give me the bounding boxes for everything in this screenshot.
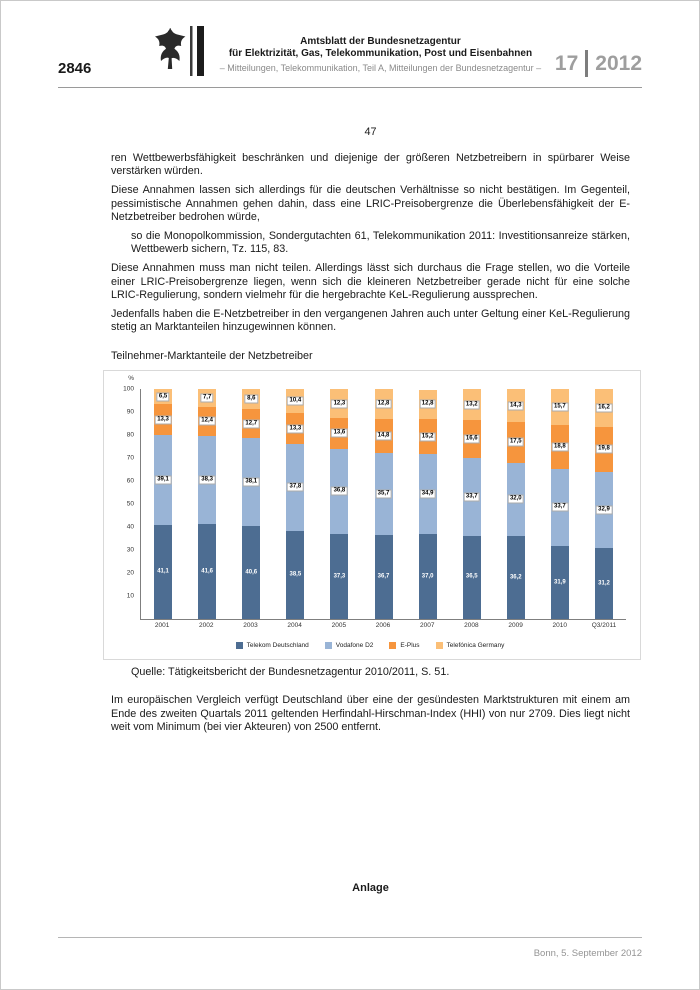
- legend-label: Vodafone D2: [335, 642, 374, 650]
- legend-item: [436, 642, 505, 649]
- category-label: Q3/2011: [591, 622, 617, 630]
- bar-segment: [330, 449, 348, 534]
- bar-segment: [286, 444, 304, 531]
- y-tick-label: 30: [126, 546, 134, 554]
- data-label: 15,7: [552, 403, 569, 412]
- data-label: 37,0: [421, 573, 434, 580]
- bar-segment: [154, 435, 172, 525]
- legend-swatch-icon: [389, 642, 396, 649]
- bar-segment: [286, 531, 304, 620]
- stacked-bar: [551, 389, 569, 619]
- stacked-bar: [286, 389, 304, 619]
- category-label: 2007: [419, 622, 435, 630]
- footer-dateline: Bonn, 5. September 2012: [533, 948, 642, 959]
- data-label: 31,2: [598, 580, 610, 587]
- bar-column: [361, 389, 405, 619]
- y-tick-label: 70: [126, 454, 134, 462]
- issue-divider: [585, 50, 588, 77]
- stacked-bar: [375, 389, 393, 619]
- chart-source: Quelle: Tätigkeitsbericht der Bundesnetzagentur 2010/2011, S. 51.: [131, 666, 450, 679]
- category-label: 2009: [508, 622, 523, 630]
- data-label: 13,2: [463, 400, 480, 409]
- bar-column: [185, 389, 229, 619]
- data-label: 13,3: [155, 415, 172, 424]
- data-label: 6,5: [156, 392, 169, 401]
- data-label: 8,6: [245, 395, 258, 404]
- chart-plot-column: [140, 389, 626, 629]
- data-label: 31,9: [554, 579, 566, 586]
- bar-segment: [286, 413, 304, 444]
- data-label: 32,0: [507, 495, 524, 504]
- bar-segment: [419, 534, 437, 619]
- gazette-page-number: 2846: [58, 60, 92, 77]
- y-tick-label: 100: [123, 385, 134, 393]
- category-label: 2006: [375, 622, 391, 630]
- category-label: 2004: [287, 622, 302, 630]
- bar-segment: [595, 548, 613, 620]
- header-rule: [58, 87, 642, 88]
- page-footer: [58, 937, 642, 961]
- y-tick-label: 90: [126, 408, 134, 416]
- issue-number: 17: [554, 51, 579, 75]
- issue-label: [555, 50, 642, 77]
- bar-segment: [419, 390, 437, 419]
- data-label: 14,3: [507, 401, 524, 410]
- data-label: 34,9: [419, 490, 436, 499]
- bar-segment: [330, 389, 348, 417]
- bar-segment: [198, 436, 216, 524]
- bar-column: [538, 389, 582, 619]
- data-label: 7,7: [200, 394, 213, 403]
- bar-segment: [551, 469, 569, 547]
- data-label: 41,1: [157, 568, 169, 575]
- bar-segment: [551, 546, 569, 619]
- data-label: 12,3: [331, 399, 348, 408]
- header-center: [138, 25, 555, 77]
- y-tick-label: 60: [126, 477, 134, 485]
- bar-segment: [286, 389, 304, 413]
- bar-segment: [507, 422, 525, 462]
- y-tick-label: 50: [126, 500, 134, 508]
- bar-segment: [595, 389, 613, 426]
- bar-segment: [375, 389, 393, 418]
- y-tick-label: 10: [126, 592, 134, 600]
- y-tick-label: 80: [126, 431, 134, 439]
- bar-segment: [154, 525, 172, 620]
- data-label: 36,5: [465, 573, 478, 580]
- bar-column: [582, 389, 626, 619]
- citation-paragraph: so die Monopolkommission, Sondergutachten 61, Telekommunikation 2011: Investitionsanreize stärken, Wettbewerb sichern, Tz. 115, 83.: [131, 230, 630, 256]
- data-label: 41,6: [201, 568, 213, 575]
- bar-segment: [507, 389, 525, 422]
- data-label: 37,8: [287, 483, 304, 492]
- stacked-bar: [330, 389, 348, 619]
- bar-segment: [551, 389, 569, 425]
- bar-column: [141, 389, 185, 619]
- paragraph-5: Im europäischen Vergleich verfügt Deutschland über eine der gesündesten Marktstrukturen mit einem am Ende des zweiten Quartals 2011 geltenden Herfindahl-Hirschman-Index (HHI) von nur 2709. Dies liegt nicht weit vom Minimum (bei vier Akteuren) von 2500 entfernt.: [111, 694, 630, 733]
- bar-segment: [463, 536, 481, 620]
- data-label: 12,7: [243, 419, 260, 428]
- data-label: 39,1: [155, 475, 172, 484]
- data-label: 33,7: [463, 492, 480, 501]
- stacked-bar: [463, 389, 481, 619]
- legend-swatch-icon: [236, 642, 243, 649]
- paragraph-2: Diese Annahmen lassen sich allerdings für die deutschen Verhältnisse so nicht bestätigen. Im Gegenteil, pessimistische Annahmen gehen dahin, dass eine LRIC-Preisobergrenze die Überlebensfähigkeit der E-Netzbetreiber bedrohen würde,: [111, 184, 630, 223]
- page-header: [1, 1, 699, 87]
- y-tick-label: 40: [126, 523, 134, 531]
- data-label: 32,9: [596, 505, 613, 514]
- data-label: 18,8: [552, 442, 569, 451]
- bar-segment: [463, 389, 481, 419]
- legend-label: Telefónica Germany: [446, 642, 505, 650]
- data-label: 13,3: [287, 424, 304, 433]
- data-label: 35,7: [375, 489, 392, 498]
- bar-segment: [375, 535, 393, 619]
- chart-x-axis: [140, 622, 626, 629]
- data-label: 36,7: [377, 573, 390, 580]
- bar-segment: [375, 419, 393, 453]
- bar-segment: [242, 438, 260, 526]
- data-label: 16,2: [596, 403, 613, 412]
- bar-segment: [551, 425, 569, 468]
- legend-swatch-icon: [325, 642, 332, 649]
- bar-segment: [330, 418, 348, 449]
- data-label: 33,7: [552, 503, 569, 512]
- page-body: [1, 126, 699, 894]
- paragraph-1: ren Wettbewerbsfähigkeit beschränken und diejenige der größeren Netzbetreibern in spürbarer Weise verstärken würden.: [111, 152, 630, 178]
- legend-item: [236, 642, 309, 649]
- bar-segment: [463, 420, 481, 458]
- bar-segment: [198, 389, 216, 407]
- data-label: 13,6: [331, 429, 348, 438]
- federal-eagle-logo-icon: [152, 25, 206, 77]
- gazette-subtitle: für Elektrizität, Gas, Telekommunikation, Post und Eisenbahnen: [228, 48, 533, 59]
- legend-item: [389, 642, 419, 649]
- data-label: 12,8: [419, 400, 436, 409]
- market-share-chart: [103, 370, 641, 660]
- bar-segment: [242, 389, 260, 409]
- bar-column: [450, 389, 494, 619]
- gazette-titles: [220, 36, 541, 74]
- category-label: 2001: [154, 622, 170, 630]
- stacked-bar: [242, 389, 260, 619]
- bar-segment: [595, 472, 613, 548]
- bar-column: [494, 389, 538, 619]
- bar-segment: [242, 409, 260, 438]
- stacked-bar: [154, 389, 172, 619]
- legend-item: [325, 642, 374, 649]
- chart-y-axis: [114, 375, 140, 619]
- data-label: 16,6: [463, 434, 480, 443]
- bar-column: [317, 389, 361, 619]
- category-label: 2005: [331, 622, 347, 630]
- bar-segment: [419, 454, 437, 534]
- chart-inner: [114, 375, 626, 630]
- bar-segment: [507, 463, 525, 537]
- issue-year: 2012: [595, 51, 642, 75]
- bar-column: [229, 389, 273, 619]
- data-label: 38,1: [243, 478, 260, 487]
- category-label: 2003: [243, 622, 258, 630]
- category-label: 2002: [199, 622, 214, 630]
- bar-segment: [154, 404, 172, 435]
- paragraph-3: Diese Annahmen muss man nicht teilen. Allerdings lässt sich durchaus die Frage stellen, wo die Vorteile einer LRIC-Preisobergrenze liegen, wenn sich die kleineren Netzbetreiber gerade nicht für eine solche LRIC-Regulierung, sondern vielmehr für die hergebrachte KeL-Regulierung aussprechen.: [111, 262, 630, 301]
- bar-segment: [375, 453, 393, 535]
- y-axis-unit-label: %: [128, 375, 134, 383]
- folio-number: 47: [364, 126, 377, 138]
- category-label: 2008: [464, 622, 479, 630]
- gazette-title: Amtsblatt der Bundesnetzagentur: [300, 36, 461, 47]
- data-label: 36,8: [331, 487, 348, 496]
- bar-segment: [595, 427, 613, 473]
- data-label: 10,4: [287, 397, 304, 406]
- chart-plot-area: [140, 389, 626, 620]
- chart-legend: [114, 642, 626, 649]
- data-label: 38,3: [199, 475, 216, 484]
- chart-heading: Teilnehmer-Marktanteile der Netzbetreiber: [111, 350, 313, 363]
- data-label: 14,8: [375, 431, 392, 440]
- bar-segment: [242, 526, 260, 619]
- bar-segment: [330, 534, 348, 620]
- bar-segment: [507, 536, 525, 619]
- bar-segment: [463, 458, 481, 536]
- stacked-bar: [198, 389, 216, 619]
- gazette-section-line: – Mitteilungen, Telekommunikation, Teil A, Mitteilungen der Bundesnetzagentur –: [219, 63, 542, 73]
- bar-segment: [198, 407, 216, 436]
- bar-segment: [198, 524, 216, 620]
- stacked-bar: [419, 390, 437, 620]
- data-label: 40,6: [245, 569, 258, 576]
- attachment-heading: Anlage: [352, 882, 389, 895]
- bar-column: [273, 389, 317, 619]
- y-tick-label: 20: [126, 569, 134, 577]
- legend-label: Telekom Deutschland: [246, 642, 309, 650]
- data-label: 19,8: [596, 445, 613, 454]
- data-label: 12,8: [375, 400, 392, 409]
- stacked-bar: [595, 389, 613, 619]
- bar-column: [406, 389, 450, 619]
- legend-label: E-Plus: [400, 642, 420, 650]
- data-label: 36,2: [509, 574, 522, 581]
- legend-swatch-icon: [436, 642, 443, 649]
- data-label: 17,5: [507, 438, 524, 447]
- data-label: 37,3: [333, 573, 346, 580]
- category-label: 2010: [552, 622, 568, 630]
- data-label: 15,2: [419, 432, 436, 441]
- data-label: 12,4: [199, 417, 216, 426]
- bar-segment: [419, 419, 437, 454]
- data-label: 38,5: [289, 571, 302, 578]
- bar-segment: [154, 389, 172, 404]
- stacked-bar: [507, 389, 525, 619]
- paragraph-4: Jedenfalls haben die E-Netzbetreiber in den vergangenen Jahren auch unter Geltung einer KeL-Regulierung stetig an Marktanteilen hinzugewinnen können.: [111, 308, 630, 334]
